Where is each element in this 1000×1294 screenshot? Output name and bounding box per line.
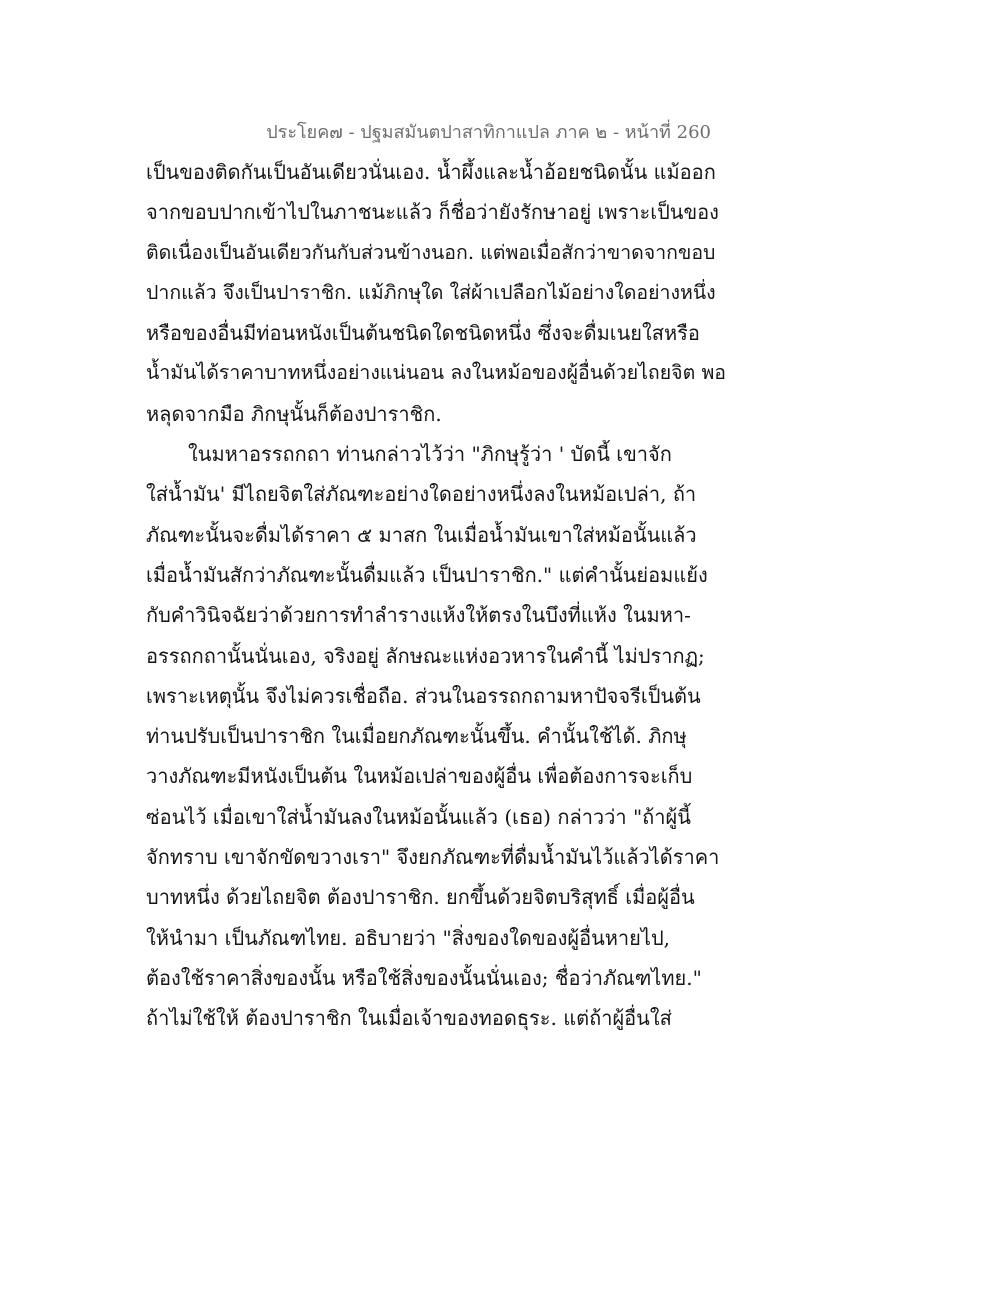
text-line: จักทราบ เขาจักขัดขวางเรา" จึงยกภัณฑะที่ดื่มน้ำมันไว้แล้วได้ราคา [146, 845, 720, 870]
text-line: บาทหนึ่ง ด้วยไถยจิต ต้องปาราชิก. ยกขึ้นด้วยจิตบริสุทธิ์ เมื่อผู้อื่น [146, 885, 695, 910]
text-line: ใส่น้ำมัน' มีไถยจิตใส่ภัณฑะอย่างใดอย่างหนึ่งลงในหม้อเปล่า, ถ้า [146, 482, 697, 507]
running-header: ประโยค๗ - ปฐมสมันตปาสาทิกาแปล ภาค ๒ - หน้าที่ 260 [266, 122, 711, 143]
text-line: น้ำมันได้ราคาบาทหนึ่งอย่างแน่นอน ลงในหม้อของผู้อื่นด้วยไถยจิต พอ [146, 361, 727, 385]
text-line-indented: ในมหาอรรถกถา ท่านกล่าวไว้ว่า "ภิกษุรู้ว่า ' บัดนี้ เขาจัก [188, 442, 672, 467]
body-text [146, 152, 726, 1039]
text-line: ปากแล้ว จึงเป็นปาราชิก. แม้ภิกษุใด ใส่ผ้าเปลือกไม้อย่างใดอย่างหนึ่ง [146, 280, 716, 304]
text-line: ท่านปรับเป็นปาราชิก ในเมื่อยกภัณฑะนั้นขึ้น. คำนั้นใช้ได้. ภิกษุ [146, 724, 687, 749]
text-line: ซ่อนไว้ เมื่อเขาใส่น้ำมันลงในหม้อนั้นแล้ว (เธอ) กล่าวว่า "ถ้าผู้นี้ [146, 804, 691, 829]
text-line: อรรถกถานั้นนั่นเอง, จริงอยู่ ลักษณะแห่งอวหารในคำนี้ ไม่ปรากฏ; [146, 643, 705, 668]
text-line: ติดเนื่องเป็นอันเดียวกันกับส่วนข้างนอก. แต่พอเมื่อสักว่าขาดจากขอบ [146, 240, 716, 264]
text-line: ถ้าไม่ใช้ให้ ต้องปาราชิก ในเมื่อเจ้าของทอดธุระ. แต่ถ้าผู้อื่นใส่ [146, 1006, 672, 1031]
text-line: ให้นำมา เป็นภัณฑไทย. อธิบายว่า "สิ่งของใดของผู้อื่นหายไป, [146, 925, 670, 950]
text-line: เป็นของติดกันเป็นอันเดียวนั่นเอง. น้ำผึ้งและน้ำอ้อยชนิดนั้น แม้ออก [146, 160, 716, 184]
paragraph [146, 152, 726, 434]
text-line: หลุดจากมือ ภิกษุนั้นก็ต้องปาราชิก. [146, 401, 442, 426]
text-line: เพราะเหตุนั้น จึงไม่ควรเชื่อถือ. ส่วนในอรรถกถามหาปัจจรีเป็นต้น [146, 683, 701, 708]
text-line: หรือของอื่นมีท่อนหนังเป็นต้นชนิดใดชนิดหนึ่ง ซึ่งจะดื่มเนยใสหรือ [146, 321, 700, 346]
text-line: จากขอบปากเข้าไปในภาชนะแล้ว ก็ชื่อว่ายังรักษาอยู่ เพราะเป็นของ [146, 200, 719, 225]
text-line: ภัณฑะนั้นจะดื่มได้ราคา ๕ มาสก ในเมื่อน้ำมันเขาใส่หม้อนั้นแล้ว [146, 522, 697, 547]
paragraph [146, 434, 726, 1038]
text-line: วางภัณฑะมีหนังเป็นต้น ในหม้อเปล่าของผู้อื่น เพื่อต้องการจะเก็บ [146, 764, 693, 789]
text-line: เมื่อน้ำมันสักว่าภัณฑะนั้นดื่มแล้ว เป็นปาราชิก." แต่คำนั้นย่อมแย้ง [146, 562, 708, 587]
text-line: กับคำวินิจฉัยว่าด้วยการทำลำรางแห้งให้ตรงในบึงที่แห้ง ในมหา- [146, 603, 691, 628]
text-line: ต้องใช้ราคาสิ่งของนั้น หรือใช้สิ่งของนั้นนั่นเอง; ชื่อว่าภัณฑไทย." [146, 965, 702, 990]
